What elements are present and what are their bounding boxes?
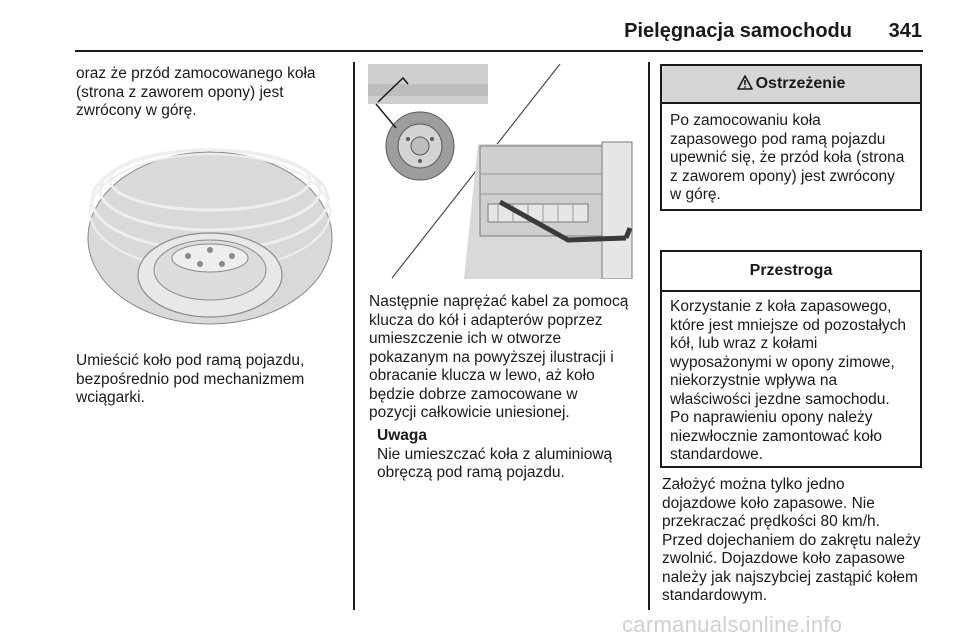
warning-title: Ostrzeżenie <box>755 75 846 92</box>
winch-wrench-illustration <box>368 64 638 279</box>
column2-note <box>377 427 642 483</box>
text-line: Korzystanie z koła zapasowego, <box>670 298 892 315</box>
text-line: w górę. <box>670 186 721 203</box>
text-line: przekraczać prędkości 80 km/h. <box>662 513 880 530</box>
text-line: właściwości jezdne samochodu. <box>670 390 890 408</box>
text-line: które jest mniejsze od pozostałych <box>670 316 907 334</box>
text-line: (strona z zaworem opony) jest <box>76 83 284 101</box>
text-line: upewnić się, że przód koła (strona <box>670 149 905 166</box>
text-line: obracanie klucza w lewo, aż koło <box>369 367 595 384</box>
caution-header <box>662 252 920 292</box>
column-divider-right <box>648 62 650 610</box>
warning-triangle-icon <box>737 75 753 95</box>
text-line: Przed dojechaniem do zakrętu należy <box>662 531 921 549</box>
warning-body <box>662 104 920 211</box>
text-line: z zaworem opony) jest zwrócony <box>670 167 895 185</box>
caution-body <box>662 292 920 471</box>
text-line: zwolnić. Dojazdowe koło zapasowe <box>662 550 905 567</box>
text-line: niekorzystnie wpływa na <box>670 372 838 389</box>
column3-body <box>662 476 952 606</box>
text-line: pozycji całkowicie uniesionej. <box>369 404 570 421</box>
text-line: niezwłocznie zamontować koło <box>670 427 882 445</box>
text-line: wyposażonymi w opony zimowe, <box>670 353 895 371</box>
text-line: zapasowego pod ramą pojazdu <box>670 130 886 148</box>
text-line: klucza do kół i adapterów poprzez <box>369 311 603 329</box>
text-line: Następnie naprężać kabel za pomocą <box>369 293 629 310</box>
text-line: Nie umieszczać koła z aluminiową <box>377 445 613 463</box>
warning-box <box>660 64 922 211</box>
spare-wheel-illustration <box>76 130 344 335</box>
column2-instruction <box>369 293 644 423</box>
text-line: standardowe. <box>670 446 764 463</box>
note-label: Uwaga <box>377 427 427 444</box>
text-line: obręczą pod ramą pojazdu. <box>377 464 565 481</box>
column1-instruction <box>76 352 346 408</box>
watermark: carmanualsonline.info <box>622 612 843 637</box>
text-line: Po zamocowaniu koła <box>670 112 821 129</box>
column-divider-left <box>353 62 355 610</box>
text-line: oraz że przód zamocowanego koła <box>76 65 316 82</box>
text-line: standardowym. <box>662 587 768 604</box>
text-line: umieszczenie ich w otworze <box>369 330 562 347</box>
text-line: bezpośrednio pod mechanizmem <box>76 370 305 388</box>
page-header-title: Pielęgnacja samochodu <box>624 20 852 42</box>
caution-container <box>660 250 922 468</box>
text-line: Założyć można tylko jedno <box>662 476 845 493</box>
text-line: będzie dobrze zamocowane w <box>369 385 578 403</box>
warning-header <box>662 66 920 104</box>
text-line: Po naprawieniu opony należy <box>670 409 873 426</box>
text-line: Umieścić koło pod ramą pojazdu, <box>76 352 305 369</box>
text-line: zwrócony w górę. <box>76 102 197 119</box>
text-line: wciągarki. <box>76 389 145 406</box>
text-line: dojazdowe koło zapasowe. Nie <box>662 494 875 512</box>
text-line: kół, lub wraz z kołami <box>670 335 818 352</box>
text-line: pokazanym na powyższej ilustracji i <box>369 348 614 366</box>
header-divider <box>75 50 923 52</box>
page-number: 341 <box>888 20 922 42</box>
text-line: należy jak najszybciej zastąpić kołem <box>662 568 918 586</box>
column1-intro <box>76 65 346 121</box>
caution-title: Przestroga <box>749 262 833 279</box>
